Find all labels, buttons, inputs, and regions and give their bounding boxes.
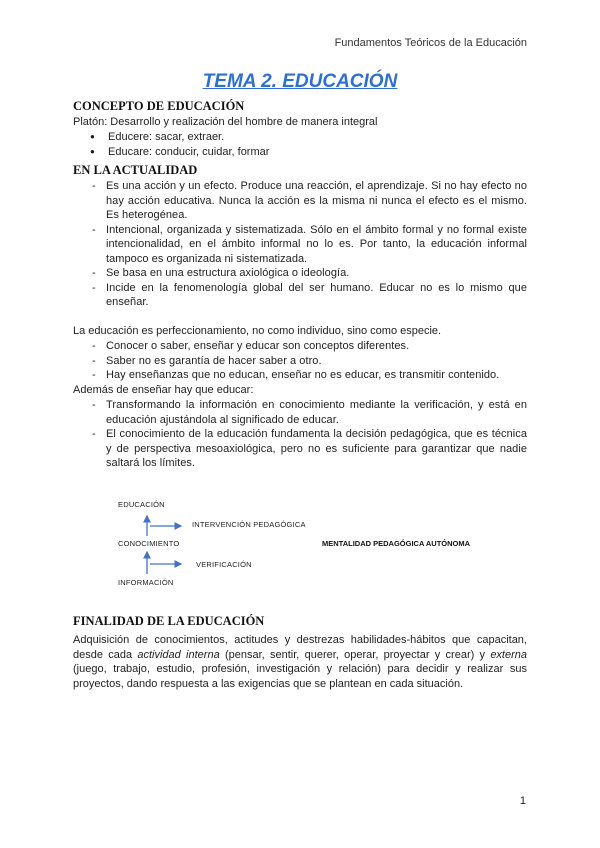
ademas-list xyxy=(92,398,527,471)
running-header: Fundamentos Teóricos de la Educación xyxy=(334,37,527,49)
section-heading-concepto: CONCEPTO DE EDUCACIÓN xyxy=(73,99,245,113)
finalidad-text-b: (pensar, sentir, querer, operar, proyectar y crear) y xyxy=(219,648,491,661)
list-item: - El conocimiento de la educación fundamenta la decisión pedagógica, que es técnica y de perspectiva mesoaxiológica, pero no es suficiente para garantizar que nadie saltará los límites. xyxy=(92,427,527,471)
actualidad-list xyxy=(92,179,527,310)
concepto-intro: Platón: Desarrollo y realización del hombre de manera integral xyxy=(73,116,378,128)
list-item: - Transformando la información en conocimiento mediante la verificación, y está en educación ajustándola al significado de educar. xyxy=(92,398,527,427)
finalidad-em-externa: externa xyxy=(490,648,528,661)
list-item: - Incide en la fenomenología global del ser humano. Educar no es lo mismo que enseñar. xyxy=(92,281,527,310)
education-diagram xyxy=(0,490,600,600)
finalidad-paragraph xyxy=(73,633,527,691)
section-heading-finalidad: FINALIDAD DE LA EDUCACIÓN xyxy=(73,614,265,628)
list-item: ● Educare: conducir, cuidar, formar xyxy=(90,145,530,160)
diagram-label-conocimiento: CONOCIMIENTO xyxy=(118,539,180,548)
list-item: - Conocer o saber, enseñar y educar son conceptos diferentes. xyxy=(92,339,527,354)
finalidad-em-interna: actividad interna xyxy=(137,648,220,661)
list-item: - Hay enseñanzas que no educan, enseñar no es educar, es transmitir contenido. xyxy=(92,368,527,383)
finalidad-text-c: (juego, trabajo, estudio, profesión, investigación y relación) para decidir y realizar sus proyectos, dando respuesta a las exigencias que se plantean en cada situación. xyxy=(73,663,527,690)
finalidad-text-a: Adquisición de conocimientos, actitudes y destrezas habilidades-hábitos que capacitan, desde cada xyxy=(73,634,527,661)
list-item: - Saber no es garantía de hacer saber a otro. xyxy=(92,354,527,369)
list-item: - Es una acción y un efecto. Produce una reacción, el aprendizaje. Si no hay efecto no hay acción educativa. Nunca la acción es la misma ni nunca el efecto es el mismo. Es heterogénea. xyxy=(92,179,527,223)
diagram-label-informacion: INFORMACIÓN xyxy=(118,578,174,587)
section-heading-actualidad: EN LA ACTUALIDAD xyxy=(73,163,198,177)
perfeccionamiento-list xyxy=(92,339,527,383)
diagram-arrows xyxy=(0,490,600,600)
list-item: - Se basa en una estructura axiológica o ideología. xyxy=(92,266,527,281)
list-item: ● Educere: sacar, extraer. xyxy=(90,130,530,145)
diagram-label-mentalidad: MENTALIDAD PEDAGÓGICA AUTÓNOMA xyxy=(322,539,471,548)
list-item: - Intencional, organizada y sistematizada. Sólo en el ámbito formal y no formal existe intencionalidad, en el ámbito informal no lo es. Por tanto, la educación informal tampoco es organizada ni sistematizada. xyxy=(92,223,527,267)
concepto-bullet-list xyxy=(90,130,530,159)
diagram-label-educacion: EDUCACIÓN xyxy=(118,500,165,509)
diagram-label-intervencion: INTERVENCIÓN PEDAGÓGICA xyxy=(192,520,306,529)
page-title: TEMA 2. EDUCACIÓN xyxy=(202,71,398,92)
perfeccionamiento-intro: La educación es perfeccionamiento, no como individuo, sino como especie. xyxy=(73,325,442,337)
ademas-line: Además de enseñar hay que educar: xyxy=(73,384,254,396)
page-number: 1 xyxy=(519,795,526,807)
diagram-label-verificacion: VERIFICACIÓN xyxy=(196,560,252,569)
